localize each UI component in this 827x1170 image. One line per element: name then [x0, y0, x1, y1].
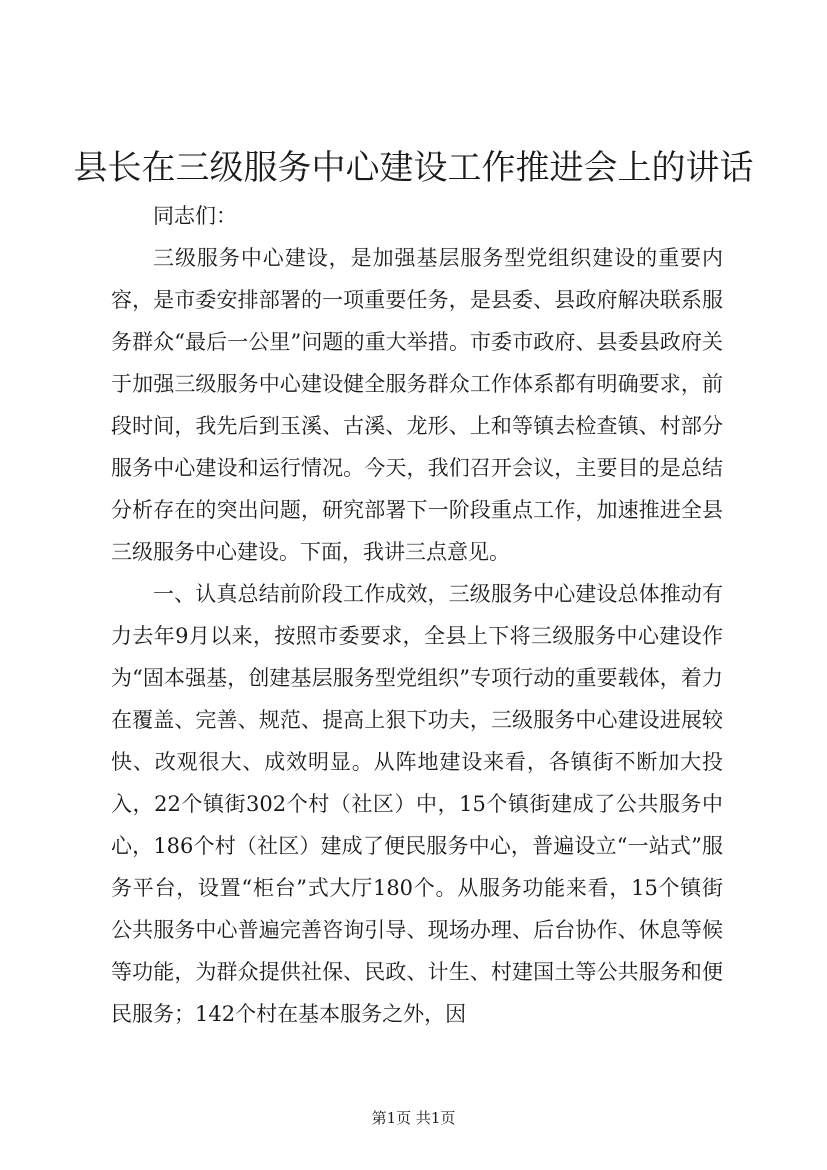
document-title: 县长在三级服务中心建设工作推进会上的讲话 [73, 148, 754, 188]
body-paragraph: 一、认真总结前阶段工作成效，三级服务中心建设总体推动有力去年9月以来，按照市委要求，全县上下将三级服务中心建设作为“固本强基，创建基层服务型党组织”专项行动的重要载体，着力在覆盖、完善、规范、提高上狠下功夫，三级服务中心建设进展较快、改观很大、成效明显。从阵地建设来看，各镇街不断加大投入，22个镇街302个村（社区）中，15个镇街建成了公共服务中心，186个村（社区）建成了便民服务中心，普遍设立“一站式”服务平台，设置“柜台”式大厅180个。从服务功能来看，15个镇街公共服务中心普遍完善咨询引导、现场办理、后台协作、休息等候等功能，为群众提供社保、民政、计生、村建国土等公共服务和便民服务；142个村在基本服务之外，因 [111, 582, 723, 1026]
document-body [111, 195, 723, 1035]
page-footer: 第1页 共1页 [371, 1109, 456, 1127]
salutation-paragraph: 同志们： [153, 204, 237, 228]
body-paragraph: 三级服务中心建设，是加强基层服务型党组织建设的重要内容，是市委安排部署的一项重要任务，是县委、县政府解决联系服务群众“最后一公里”问题的重大举措。市委市政府、县委县政府关于加强三级服务中心建设健全服务群众工作体系都有明确要求，前段时间，我先后到玉溪、古溪、龙形、上和等镇去检查镇、村部分服务中心建设和运行情况。今天，我们召开会议，主要目的是总结分析存在的突出问题，研究部署下一阶段重点工作，加速推进全县三级服务中心建设。下面，我讲三点意见。 [111, 246, 723, 564]
